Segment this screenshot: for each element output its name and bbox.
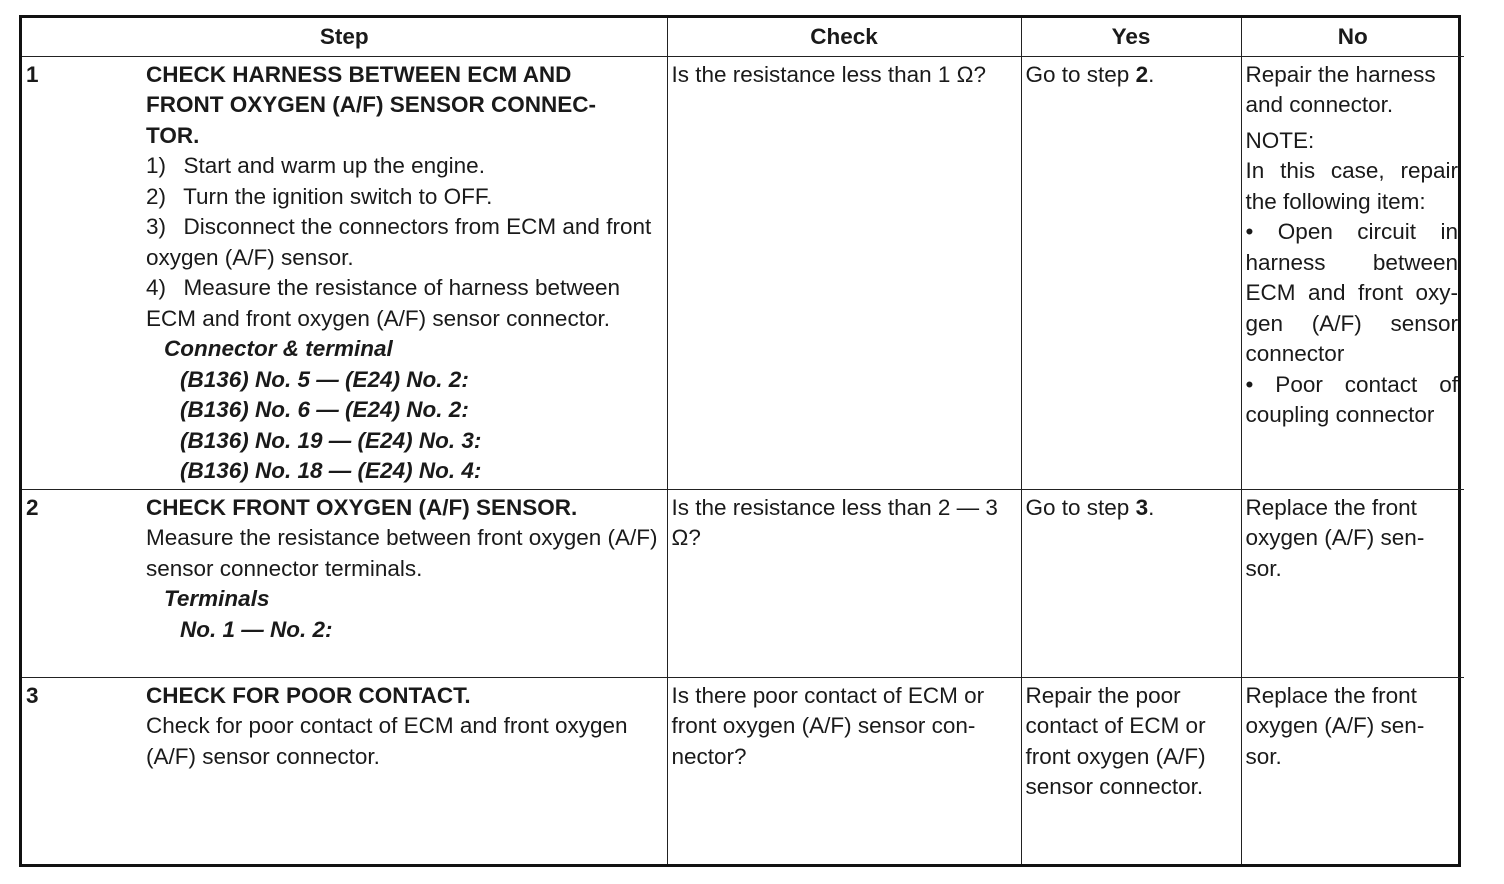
header-check: Check [667, 18, 1021, 56]
spec-line: (B136) No. 6 — (E24) No. 2: [180, 397, 469, 422]
table-row [22, 677, 1464, 864]
step-title [146, 60, 661, 152]
no-line: and connector. [1245, 92, 1394, 117]
step-title: CHECK FOR POOR CONTACT. [146, 682, 471, 708]
yes-step-ref: 3 [1135, 494, 1149, 520]
no-cell: Replace the front oxygen (A/F) sen-sor. [1241, 677, 1464, 864]
yes-suffix: . [1148, 494, 1155, 520]
header-row [22, 18, 1464, 56]
diagnostic-table [19, 15, 1461, 867]
spec-label: Terminals [164, 586, 270, 611]
table-row [22, 56, 1464, 489]
step-cell [22, 56, 667, 489]
yes-suffix: . [1148, 61, 1155, 87]
spec-line: (B136) No. 18 — (E24) No. 4: [180, 458, 482, 483]
step-title-line: CHECK HARNESS BETWEEN ECM AND [146, 61, 572, 87]
yes-cell [1021, 489, 1241, 677]
step-title: CHECK FRONT OXYGEN (A/F) SENSOR. [146, 494, 578, 520]
yes-text: Go to step [1025, 494, 1136, 520]
spec-line: (B136) No. 5 — (E24) No. 2: [180, 366, 469, 392]
instruction: 3) Disconnect the connectors from ECM and front oxygen (A/F) sensor. [146, 214, 652, 270]
spec-label: Connector & terminal [164, 336, 393, 361]
note-bullet: • Open circuit in harness between ECM and front oxy-gen (A/F) sensor connector [1245, 219, 1458, 366]
no-cell [1241, 56, 1464, 489]
step-number: 3 [26, 682, 39, 708]
spec-line: No. 1 — No. 2: [180, 616, 333, 642]
check-cell: Is the resistance less than 2 — 3 Ω? [667, 489, 1021, 677]
note-intro: In this case, repair the following item: [1245, 158, 1458, 214]
step-body-text: Measure the resistance between front oxygen (A/F) sensor connector terminals. [146, 525, 658, 581]
instruction: 1) Start and warm up the engine. [146, 153, 485, 178]
header-no: No [1241, 18, 1464, 56]
step-number: 1 [26, 61, 39, 87]
instruction: 4) Measure the resistance of harness between ECM and front oxygen (A/F) sensor connector. [146, 275, 621, 331]
note-label: NOTE: [1245, 127, 1315, 153]
instruction: 2) Turn the ignition switch to OFF. [146, 183, 493, 209]
yes-step-ref: 2 [1135, 61, 1149, 87]
step-title-line: FRONT OXYGEN (A/F) SENSOR CONNEC- [146, 92, 597, 117]
check-cell: Is the resistance less than 1 Ω? [667, 56, 1021, 489]
spec-line: (B136) No. 19 — (E24) No. 3: [180, 427, 482, 453]
header-yes: Yes [1021, 18, 1241, 56]
step-title-line: TOR. [146, 122, 200, 148]
step-number: 2 [26, 494, 39, 520]
table-row [22, 489, 1464, 677]
step-cell [22, 677, 667, 864]
note-bullet: • Poor contact of coupling connector [1245, 371, 1458, 427]
no-line: Repair the harness [1245, 61, 1436, 87]
no-cell: Replace the front oxygen (A/F) sen-sor. [1241, 489, 1464, 677]
step-cell [22, 489, 667, 677]
yes-text: Go to step [1025, 61, 1136, 87]
check-cell: Is there poor contact of ECM or front oxygen (A/F) sensor con-nector? [667, 677, 1021, 864]
step-body-text: Check for poor contact of ECM and front oxygen (A/F) sensor connector. [146, 713, 628, 769]
header-step: Step [22, 18, 667, 56]
yes-cell [1021, 56, 1241, 489]
yes-cell: Repair the poor contact of ECM or front oxygen (A/F) sensor connector. [1021, 677, 1241, 864]
